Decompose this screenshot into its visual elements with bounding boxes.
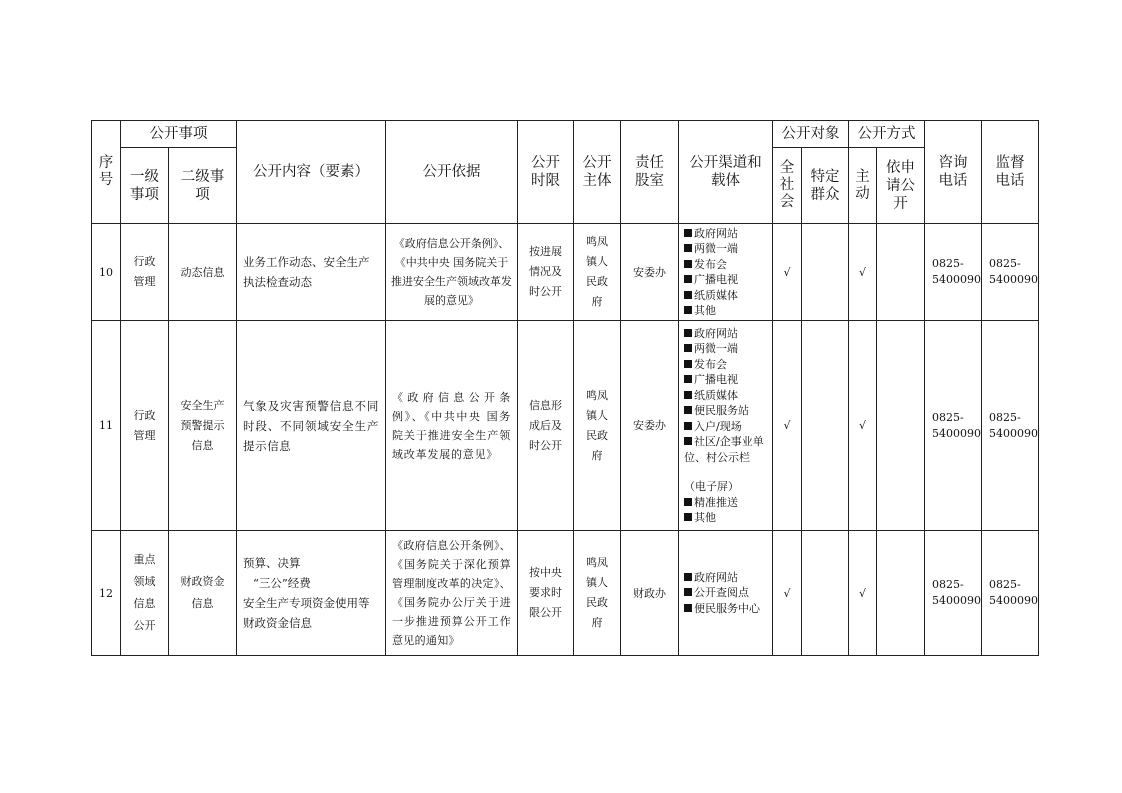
channel-item: 社区/企事业单位、村公示栏 <box>684 435 764 464</box>
table-row <box>92 531 1039 656</box>
row-content: 业务工作动态、安全生产执法检查动态 <box>237 224 386 321</box>
row-subject: 鸣凤镇人民政府 <box>574 224 621 321</box>
header-channel: 公开渠道和载体 <box>679 121 773 224</box>
content-line: 安全生产专项资金使用等财政资金信息 <box>243 596 370 630</box>
row-office: 安委办 <box>621 321 679 531</box>
header-supervise-phone: 监督电话 <box>982 121 1039 224</box>
filled-square-icon <box>684 406 692 414</box>
content-line: 预算、决算 <box>243 556 301 570</box>
filled-square-icon <box>684 291 692 299</box>
row-channels <box>679 224 773 321</box>
row-all-society: √ <box>773 321 802 531</box>
channel-item: 纸质媒体 <box>684 388 767 404</box>
row-consult-phone: 0825-5400090 <box>925 531 982 656</box>
filled-square-icon <box>684 229 692 237</box>
filled-square-icon <box>684 306 692 314</box>
channel-item: 纸质媒体 <box>684 288 767 304</box>
filled-square-icon <box>684 604 692 612</box>
table-row <box>92 224 1039 321</box>
row-on-request <box>877 224 925 321</box>
header-on-request: 依申请公开 <box>877 148 925 224</box>
row-level2: 动态信息 <box>169 224 237 321</box>
row-subject: 鸣凤镇人民政府 <box>574 531 621 656</box>
row-seq: 11 <box>92 321 121 531</box>
row-consult-phone: 0825-5400090 <box>925 321 982 531</box>
row-timelimit: 信息形成后及时公开 <box>518 321 574 531</box>
filled-square-icon <box>684 422 692 430</box>
channel-item: 其他 <box>684 303 767 319</box>
row-supervise-phone: 0825-5400090 <box>982 531 1039 656</box>
row-office: 安委办 <box>621 224 679 321</box>
channel-item: 公开查阅点 <box>684 585 767 601</box>
row-seq: 10 <box>92 224 121 321</box>
header-office: 责任股室 <box>621 121 679 224</box>
channel-item: 精准推送 <box>684 495 767 511</box>
filled-square-icon <box>684 375 692 383</box>
channel-item: 两微一端 <box>684 341 767 357</box>
row-supervise-phone: 0825-5400090 <box>982 321 1039 531</box>
row-channels <box>679 321 773 531</box>
filled-square-icon <box>684 513 692 521</box>
row-on-request <box>877 531 925 656</box>
filled-square-icon <box>684 437 692 445</box>
row-active: √ <box>849 224 877 321</box>
channel-item: 政府网站 <box>684 226 767 242</box>
channel-item: 政府网站 <box>684 326 767 342</box>
header-subject: 公开主体 <box>574 121 621 224</box>
filled-square-icon <box>684 573 692 581</box>
header-mode-group: 公开方式 <box>849 121 925 148</box>
filled-square-icon <box>684 275 692 283</box>
row-active: √ <box>849 531 877 656</box>
header-consult-phone: 咨询电话 <box>925 121 982 224</box>
row-consult-phone: 0825-5400090 <box>925 224 982 321</box>
row-on-request <box>877 321 925 531</box>
header-matter-group: 公开事项 <box>121 121 237 148</box>
channel-item: 发布会 <box>684 257 767 273</box>
filled-square-icon <box>684 260 692 268</box>
row-office: 财政办 <box>621 531 679 656</box>
content-line: “三公”经费 <box>253 576 311 590</box>
header-all-society: 全社会 <box>773 148 802 224</box>
row-seq: 12 <box>92 531 121 656</box>
header-seq: 序号 <box>92 121 121 224</box>
disclosure-table <box>91 120 1039 656</box>
filled-square-icon <box>684 498 692 506</box>
row-level1: 重点领域信息公开 <box>121 531 169 656</box>
row-supervise-phone: 0825-5400090 <box>982 224 1039 321</box>
channel-item: 广播电视 <box>684 372 767 388</box>
filled-square-icon <box>684 588 692 596</box>
row-specific <box>802 321 849 531</box>
filled-square-icon <box>684 244 692 252</box>
channel-item: 其他 <box>684 510 767 526</box>
channel-item: 便民服务中心 <box>684 601 767 617</box>
channel-item: 广播电视 <box>684 272 767 288</box>
header-target-group: 公开对象 <box>773 121 849 148</box>
row-channels <box>679 531 773 656</box>
row-specific <box>802 531 849 656</box>
row-all-society: √ <box>773 531 802 656</box>
row-basis: 《政府信息公开条例》、《中共中央 国务院关于推进安全生产领域改革发展的意见》 <box>386 321 518 531</box>
table-row <box>92 321 1039 531</box>
filled-square-icon <box>684 344 692 352</box>
header-basis: 公开依据 <box>386 121 518 224</box>
row-all-society: √ <box>773 224 802 321</box>
header-level1: 一级事项 <box>121 148 169 224</box>
filled-square-icon <box>684 329 692 337</box>
row-level2: 财政资金信息 <box>169 531 237 656</box>
row-content <box>237 531 386 656</box>
channel-item: 政府网站 <box>684 570 767 586</box>
filled-square-icon <box>684 391 692 399</box>
spacer <box>684 465 767 479</box>
header-content: 公开内容（要素） <box>237 121 386 224</box>
row-content: 气象及灾害预警信息不同时段、不同领域安全生产提示信息 <box>237 321 386 531</box>
row-level1: 行政管理 <box>121 224 169 321</box>
channel-item: 两微一端 <box>684 241 767 257</box>
channel-item: 入户/现场 <box>684 419 767 435</box>
header-timelimit: 公开时限 <box>518 121 574 224</box>
channel-note: （电子屏） <box>684 480 739 493</box>
channel-item: 发布会 <box>684 357 767 373</box>
header-row-1 <box>92 121 1039 148</box>
row-timelimit: 按进展情况及时公开 <box>518 224 574 321</box>
row-specific <box>802 224 849 321</box>
row-active: √ <box>849 321 877 531</box>
header-level2: 二级事项 <box>169 148 237 224</box>
channel-item: 便民服务站 <box>684 403 767 419</box>
filled-square-icon <box>684 360 692 368</box>
header-specific: 特定群众 <box>802 148 849 224</box>
row-timelimit: 按中央要求时限公开 <box>518 531 574 656</box>
row-basis: 《政府信息公开条例》、《中共中央 国务院关于推进安全生产领域改革发展的意见》 <box>386 224 518 321</box>
row-level1: 行政管理 <box>121 321 169 531</box>
row-subject: 鸣凤镇人民政府 <box>574 321 621 531</box>
row-level2: 安全生产预警提示信息 <box>169 321 237 531</box>
header-active: 主动 <box>849 148 877 224</box>
row-basis: 《政府信息公开条例》、《国务院关于深化预算管理制度改革的决定》、《国务院办公厅关于进一步推进预算公开工作意见的通知》 <box>386 531 518 656</box>
